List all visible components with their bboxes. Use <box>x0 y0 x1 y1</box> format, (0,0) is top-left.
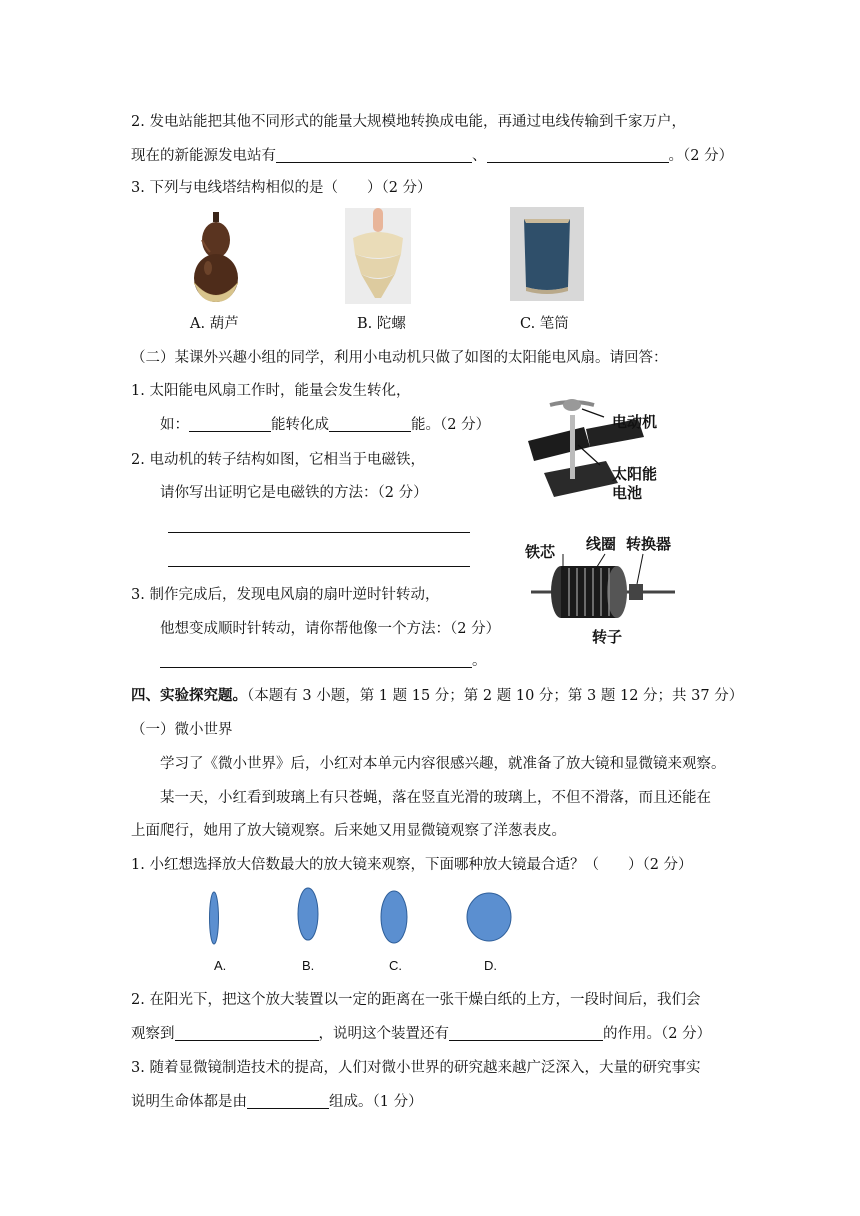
option-c[interactable]: C. 笔筒 <box>520 316 569 332</box>
s2-q1-mid: 能转化成 <box>271 417 329 433</box>
lens-label-b[interactable]: B. <box>302 958 315 973</box>
s2-q3-line3 <box>160 651 487 671</box>
lens-options <box>200 884 520 948</box>
s4-q2-line1: 2. 在阳光下，把这个放大装置以一定的距离在一张干燥白纸的上方，一段时间后，我们会 <box>131 992 701 1008</box>
answer-blank-10[interactable] <box>247 1092 329 1109</box>
s4-q2-mid: ，说明这个装置还有 <box>318 1026 449 1042</box>
lens-label-a[interactable]: A. <box>214 958 227 973</box>
para-1: 学习了《微小世界》后，小红对本单元内容很感兴趣，就准备了放大镜和显微镜来观察。 <box>160 756 726 772</box>
section4-sub: （一）微小世界 <box>131 722 233 738</box>
section4-note: （本题有 3 小题，第 1 题 15 分；第 2 题 10 分；第 3 题 12 分；共 37 分） <box>247 688 744 704</box>
section2-intro: （二）某课外兴趣小组的同学，利用小电动机只做了如图的太阳能电风扇。请回答： <box>131 350 668 366</box>
answer-line-5[interactable] <box>168 532 470 533</box>
spinning-top-image <box>345 208 411 304</box>
pen-holder-image <box>510 207 584 301</box>
answer-blank-4[interactable] <box>329 415 411 432</box>
s2-q2-line2: 请你写出证明它是电磁铁的方法：（2 分） <box>160 485 428 501</box>
answer-line-6[interactable] <box>168 566 470 567</box>
lens-a <box>210 892 219 944</box>
s2-q3-line2: 他想变成顺时针转动，请你帮他像一个方法：（2 分） <box>160 621 501 637</box>
s2-q1-line2 <box>160 415 490 435</box>
lens-label-d[interactable]: D. <box>484 958 497 973</box>
s2-q1-line1: 1. 太阳能电风扇工作时，能量会发生转化， <box>131 383 411 399</box>
label-solar: 太阳能 <box>612 466 658 483</box>
q2-line2-prefix: 现在的新能源发电站有 <box>131 148 276 164</box>
option-a[interactable]: A. 葫芦 <box>190 316 239 332</box>
answer-blank-7[interactable] <box>160 651 472 668</box>
s4-q2-score: 的作用。（2 分） <box>603 1026 712 1042</box>
answer-blank-2[interactable] <box>487 146 669 163</box>
para-2a: 某一天，小红看到玻璃上有只苍蝇，落在竖直光滑的玻璃上，不但不滑落，而且还能在 <box>160 790 711 806</box>
label-commutator: 转换器 <box>626 536 672 553</box>
s2-q3-line1: 3. 制作完成后，发现电风扇的扇叶逆时针转动， <box>131 587 440 603</box>
section4-title: 四、实验探究题。 <box>131 687 247 704</box>
lens-d <box>467 893 511 941</box>
s4-q3-score: 组成。（1 分） <box>329 1094 423 1110</box>
label-rotor: 转子 <box>592 629 623 646</box>
answer-blank-3[interactable] <box>189 415 271 432</box>
s2-q2-line1: 2. 电动机的转子结构如图，它相当于电磁铁， <box>131 452 425 468</box>
lens-b <box>298 888 318 940</box>
lens-c <box>381 891 407 943</box>
s4-q3-prefix: 说明生命体都是由 <box>131 1094 247 1110</box>
s4-q2-line2 <box>131 1024 711 1044</box>
label-iron-core: 铁芯 <box>525 544 556 561</box>
section4-heading <box>131 686 743 706</box>
q2-score: 。（2 分） <box>668 148 734 164</box>
lens-label-c[interactable]: C. <box>389 958 402 973</box>
q2-separator: 、 <box>472 148 487 164</box>
s2-q1-score: 能。（2 分） <box>411 417 491 433</box>
s2-q1-prefix: 如： <box>160 417 189 433</box>
para-2b: 上面爬行，她用了放大镜观察。后来她又用显微镜观察了洋葱表皮。 <box>131 823 566 839</box>
q2-line2 <box>131 146 733 166</box>
s4-q2-prefix: 观察到 <box>131 1026 175 1042</box>
gourd-image <box>192 212 240 304</box>
s4-q3-line2 <box>131 1092 423 1112</box>
s4-q1: 1. 小红想选择放大倍数最大的放大镜来观察，下面哪种放大镜最合适？（ ）（2 分） <box>131 857 693 873</box>
s2-q3-end: 。 <box>472 653 487 669</box>
option-b[interactable]: B. 陀螺 <box>357 316 406 332</box>
answer-blank-8[interactable] <box>175 1024 319 1041</box>
s4-q3-line1: 3. 随着显微镜制造技术的提高，人们对微小世界的研究越来越广泛深入，大量的研究事实 <box>131 1060 701 1076</box>
answer-blank-1[interactable] <box>276 146 472 163</box>
q3-stem: 3. 下列与电线塔结构相似的是（ ）（2 分） <box>131 180 432 196</box>
label-coil: 线圈 <box>586 536 617 553</box>
q2-line1: 2. 发电站能把其他不同形式的能量大规模地转换成电能，再通过电线传输到千家万户， <box>131 114 686 130</box>
answer-blank-9[interactable] <box>449 1024 603 1041</box>
label-motor: 电动机 <box>612 414 658 431</box>
label-battery: 电池 <box>612 485 643 502</box>
